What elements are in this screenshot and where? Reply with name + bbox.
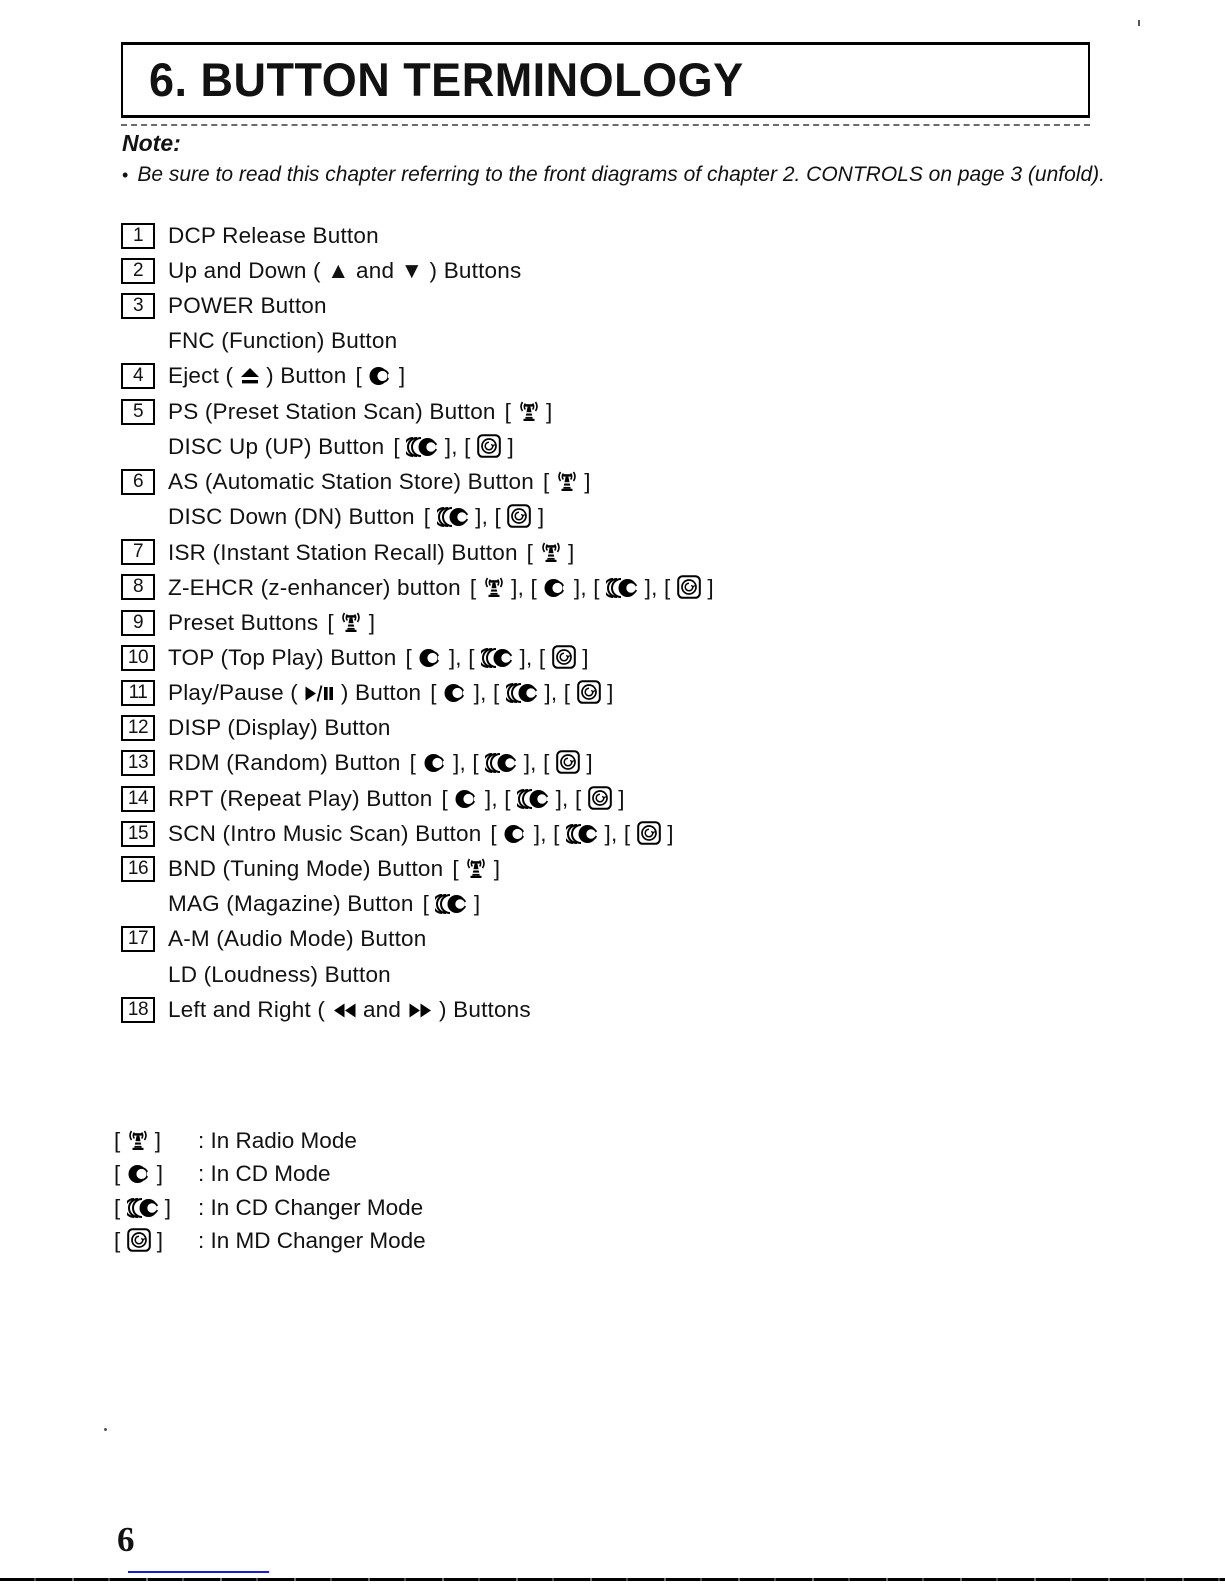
item-label: Z-EHCR (z-enhancer) button [ ], [ ], [ ], [ ] [168, 574, 714, 600]
mode-bracket-group: [ ] [530, 574, 581, 600]
mode-bracket-group: [ ] [464, 433, 514, 459]
cd-icon [503, 821, 527, 847]
item-number-box: 1 [121, 223, 155, 249]
list-item [121, 640, 714, 675]
item-mode-list [543, 469, 591, 494]
note-text: Be sure to read this chapter referring to the front diagrams of chapter 2. CONTROLS on page 3 (unfold). [137, 163, 1105, 186]
section-title-box [121, 42, 1090, 118]
cd-changer-icon [517, 786, 549, 812]
mode-bracket-group: [ ] [114, 1194, 172, 1220]
section-title: 6. BUTTON TERMINOLOGY [149, 52, 744, 107]
legend-text: : In Radio Mode [198, 1127, 357, 1153]
cd-changer-icon [406, 434, 438, 460]
mode-bracket-group: [ ] [493, 680, 551, 706]
cd-changer-icon [127, 1195, 159, 1221]
md-changer-icon [637, 821, 661, 847]
list-item [121, 851, 714, 886]
list-item [121, 711, 714, 746]
bullet-marker: • [122, 165, 129, 185]
item-number-box: 17 [121, 926, 155, 952]
mode-legend [114, 1124, 426, 1258]
list-item [121, 500, 714, 535]
legend-row [114, 1191, 426, 1225]
md-changer-icon [127, 1228, 151, 1254]
mode-bracket-group: [ ] [553, 820, 611, 846]
cd-icon [454, 786, 478, 812]
item-label: FNC (Function) Button [168, 328, 398, 354]
list-item [121, 887, 714, 922]
eject-icon [240, 363, 260, 389]
item-mode-list: [ ], [ ], [ ] [405, 644, 589, 670]
mode-bracket-group: [ ] [327, 610, 376, 636]
mode-bracket-group: [ ] [538, 644, 589, 670]
list-item [121, 605, 714, 640]
md-changer-icon [577, 680, 601, 706]
mode-bracket-group: [ ] [114, 1228, 164, 1254]
item-number-box: 13 [121, 750, 155, 776]
item-number-box: 5 [121, 399, 155, 425]
item-mode-list [527, 540, 575, 565]
legend-icon-cell [114, 1228, 198, 1254]
item-label: SCN (Intro Music Scan) Button [ ], [ ], [ ] [168, 820, 674, 846]
item-mode-list: [ ], [ ] [393, 433, 514, 459]
item-label: Preset Buttons [ ] [168, 610, 376, 636]
item-mode-list: [ ], [ ], [ ] [441, 785, 625, 811]
cd-changer-icon [481, 645, 513, 671]
legend-row [114, 1225, 426, 1259]
list-item [121, 429, 714, 464]
scan-artifact [1138, 20, 1140, 26]
item-mode-list [423, 891, 481, 916]
md-changer-icon [552, 645, 576, 671]
item-label: A-M (Audio Mode) Button [168, 926, 427, 952]
cd-changer-icon [435, 891, 467, 917]
radio-icon [540, 539, 562, 566]
item-label: Eject ( ) Button [ ] [168, 363, 406, 389]
item-label: DCP Release Button [168, 222, 379, 248]
note-heading: Note: [122, 130, 181, 156]
list-item [121, 218, 714, 253]
item-number-box: 16 [121, 856, 155, 882]
item-label: Left and Right ( and ) Buttons [168, 996, 531, 1022]
item-label: RPT (Repeat Play) Button [ ], [ ], [ ] [168, 785, 625, 811]
item-label: TOP (Top Play) Button [ ], [ ], [ ] [168, 644, 589, 670]
mode-bracket-group: [ ] [393, 433, 452, 459]
fast-forward-icon [408, 997, 433, 1023]
legend-icon-cell [114, 1161, 198, 1187]
button-terminology-list [121, 218, 714, 1027]
radio-icon [518, 398, 540, 425]
footer-underline [128, 1571, 269, 1573]
item-mode-list: [ ], [ ], [ ] [409, 750, 593, 776]
item-label: LD (Loudness) Button [168, 961, 391, 987]
mode-bracket-group: [ ] [623, 820, 674, 846]
list-item [121, 464, 714, 499]
mode-bracket-group: [ ] [114, 1128, 162, 1154]
cd-icon [127, 1161, 151, 1187]
list-item [121, 535, 714, 570]
item-mode-list [452, 856, 500, 881]
list-item [121, 394, 714, 429]
page-edge-scan-line [0, 1578, 1225, 1581]
note-bullet-line [122, 163, 1105, 187]
mode-bracket-group: [ ] [542, 469, 591, 495]
cd-icon [423, 750, 447, 776]
radio-icon [340, 609, 362, 636]
item-label: BND (Tuning Mode) Button [ ] [168, 856, 501, 882]
mode-bracket-group: [ ] [441, 785, 492, 811]
item-label: Play/Pause ( ) Button [ ], [ ], [ ] [168, 680, 614, 706]
item-number-box: 14 [121, 786, 155, 812]
cd-changer-icon [566, 821, 598, 847]
mode-bracket-group: [ ] [469, 574, 518, 600]
item-mode-list [355, 363, 405, 388]
md-changer-icon [677, 575, 701, 601]
item-mode-list [505, 399, 553, 424]
md-changer-icon [477, 434, 501, 460]
play-pause-icon [304, 680, 334, 706]
item-mode-list [327, 610, 375, 635]
mode-bracket-group: [ ] [563, 680, 614, 706]
legend-text: : In CD Changer Mode [198, 1194, 424, 1220]
item-number-box: 6 [121, 469, 155, 495]
mode-bracket-group: [ ] [405, 644, 456, 670]
page-number: 6 [117, 1520, 135, 1559]
item-mode-list: [ ], [ ] [423, 504, 545, 530]
title-underline [121, 124, 1090, 126]
mode-bracket-group: [ ] [494, 504, 545, 530]
scan-artifact [104, 1428, 107, 1431]
radio-icon [483, 574, 505, 601]
item-label: POWER Button [168, 292, 327, 318]
item-label: RDM (Random) Button [ ], [ ], [ ] [168, 750, 593, 776]
radio-icon [127, 1127, 149, 1154]
item-number-box: 8 [121, 574, 155, 600]
list-item [121, 816, 714, 851]
mode-bracket-group: [ ] [472, 750, 531, 776]
cd-changer-icon [485, 750, 517, 776]
item-number-box: 4 [121, 363, 155, 389]
item-number-box: 12 [121, 715, 155, 741]
item-label: DISC Up (UP) Button [ ], [ ] [168, 433, 514, 459]
item-number-box: 11 [121, 680, 155, 706]
legend-row [114, 1124, 426, 1158]
item-label: PS (Preset Station Scan) Button [ ] [168, 399, 553, 425]
list-item [121, 746, 714, 781]
item-mode-list: [ ], [ ], [ ] [490, 820, 674, 846]
list-item [121, 253, 714, 288]
cd-icon [543, 575, 567, 601]
list-item [121, 922, 714, 957]
mode-bracket-group: [ ] [593, 574, 652, 600]
mode-bracket-group: [ ] [468, 644, 527, 670]
item-label: DISP (Display) Button [168, 715, 391, 741]
mode-bracket-group: [ ] [543, 750, 593, 776]
item-label: AS (Automatic Station Store) Button [ ] [168, 469, 591, 495]
mode-bracket-group: [ ] [452, 856, 501, 882]
item-number-box: 2 [121, 258, 155, 284]
list-item [121, 992, 714, 1027]
rewind-icon [332, 997, 357, 1023]
md-changer-icon [556, 750, 580, 776]
legend-icon-cell [114, 1195, 198, 1221]
mode-bracket-group: [ ] [504, 785, 563, 811]
mode-bracket-group: [ ] [430, 680, 481, 706]
list-item [121, 957, 714, 992]
list-item [121, 324, 714, 359]
mode-bracket-group: [ ] [574, 785, 625, 811]
mode-bracket-group: [ ] [355, 363, 406, 389]
mode-bracket-group: [ ] [422, 891, 481, 917]
mode-bracket-group: [ ] [114, 1161, 164, 1187]
cd-changer-icon [506, 680, 538, 706]
list-item [121, 359, 714, 394]
mode-bracket-group: [ ] [526, 539, 575, 565]
item-number-box: 7 [121, 539, 155, 565]
item-number-box: 9 [121, 610, 155, 636]
list-item [121, 781, 714, 816]
item-number-box: 10 [121, 645, 155, 671]
legend-icon-cell [114, 1127, 198, 1154]
md-changer-icon [507, 504, 531, 530]
radio-icon [465, 855, 487, 882]
md-changer-icon [588, 786, 612, 812]
item-number-box: 18 [121, 997, 155, 1023]
item-mode-list: [ ], [ ], [ ], [ ] [469, 574, 714, 600]
list-item [121, 675, 714, 710]
legend-text: : In MD Changer Mode [198, 1228, 426, 1254]
mode-bracket-group: [ ] [490, 820, 541, 846]
mode-bracket-group: [ ] [409, 750, 460, 776]
radio-icon [556, 468, 578, 495]
cd-changer-icon [437, 504, 469, 530]
mode-bracket-group: [ ] [423, 504, 482, 530]
list-item [121, 288, 714, 323]
cd-icon [443, 680, 467, 706]
legend-text: : In CD Mode [198, 1161, 331, 1187]
item-label: DISC Down (DN) Button [ ], [ ] [168, 504, 545, 530]
legend-row [114, 1158, 426, 1192]
cd-icon [418, 645, 442, 671]
cd-icon [368, 363, 392, 389]
mode-bracket-group: [ ] [663, 574, 714, 600]
item-label: Up and Down ( ▲ and ▼ ) Buttons [168, 257, 522, 283]
item-label: ISR (Instant Station Recall) Button [ ] [168, 539, 575, 565]
mode-bracket-group: [ ] [504, 399, 553, 425]
list-item [121, 570, 714, 605]
item-number-box: 3 [121, 293, 155, 319]
item-label: MAG (Magazine) Button [ ] [168, 891, 481, 917]
cd-changer-icon [606, 575, 638, 601]
item-mode-list: [ ], [ ], [ ] [430, 680, 614, 706]
item-number-box: 15 [121, 821, 155, 847]
